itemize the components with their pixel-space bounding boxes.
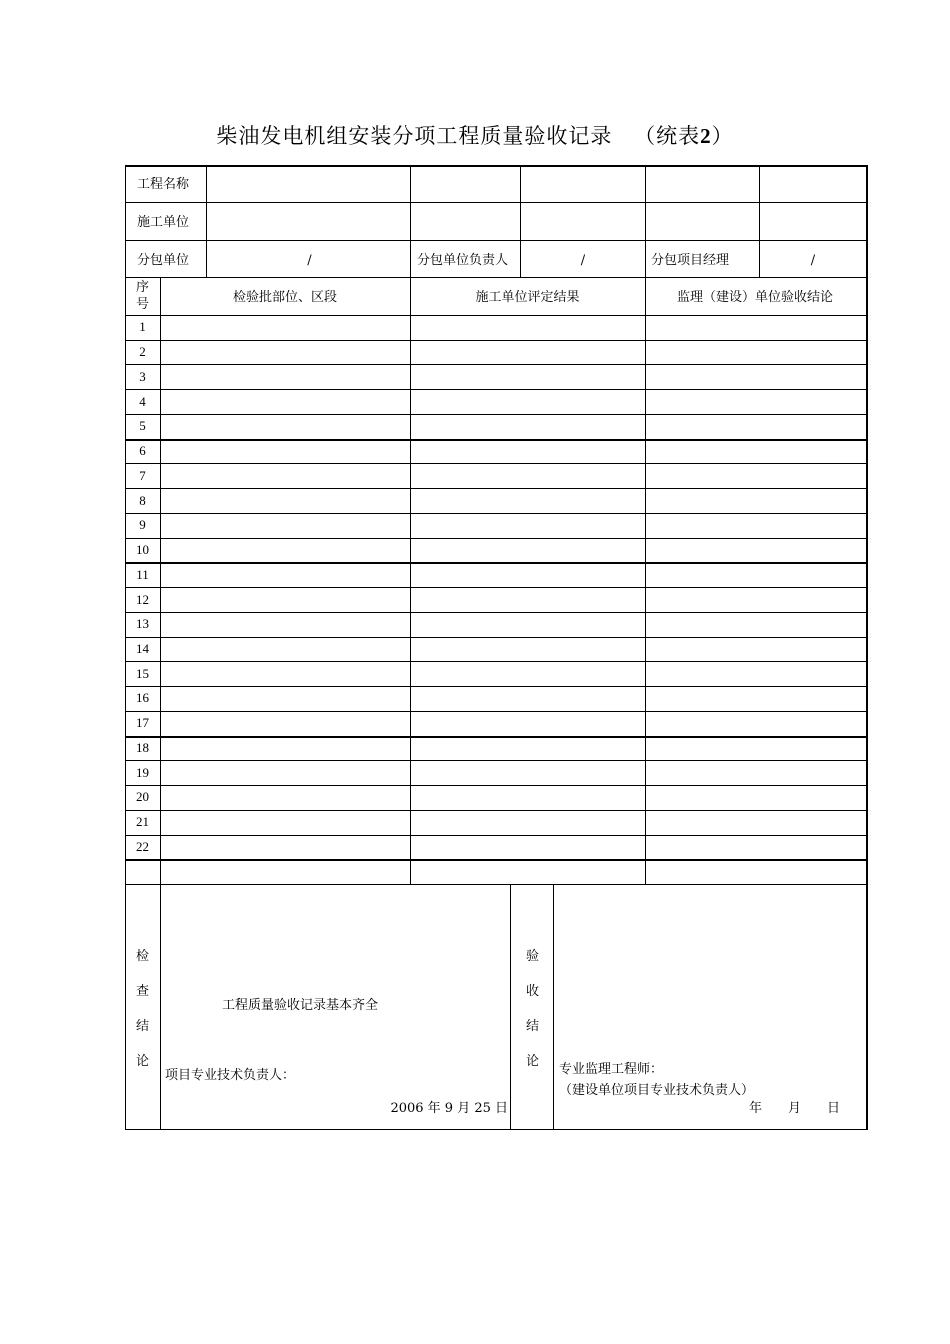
table-rule [125, 202, 868, 203]
row-number: 5 [139, 418, 146, 433]
contractor-result-header: 施工单位评定结果 [475, 290, 580, 305]
table-rule [125, 612, 868, 613]
table-rule [125, 463, 868, 464]
row-number: 17 [136, 715, 149, 730]
row-number: 14 [136, 641, 149, 656]
check-conclusion-text: 工程质量验收记录基本齐全 [222, 998, 379, 1013]
table-rule [125, 587, 868, 588]
table-rule [125, 637, 868, 638]
row-number: 13 [136, 616, 149, 631]
table-rule [125, 661, 868, 662]
row-number: 16 [136, 690, 149, 705]
part-header: 检验批部位、区段 [232, 290, 337, 305]
table-rule [125, 389, 868, 390]
table-rule [206, 165, 207, 277]
table-rule [125, 562, 868, 564]
subcontract-manager-value: / [810, 253, 816, 268]
table-rule [866, 165, 868, 1130]
vertical-label-char: 论 [135, 1054, 149, 1069]
row-number: 2 [139, 344, 146, 359]
construction-unit-label: 施工单位 [137, 215, 190, 230]
row-number: 7 [139, 468, 146, 483]
acceptance-form-table [125, 165, 868, 1130]
table-rule [125, 513, 868, 514]
row-number: 18 [136, 740, 149, 755]
row-number: 3 [139, 369, 146, 384]
vertical-label-char: 结 [135, 1019, 149, 1034]
row-number: 21 [136, 814, 149, 829]
table-rule [125, 165, 868, 167]
page-title: 柴油发电机组安装分项工程质量验收记录 （统表2） [216, 124, 734, 148]
table-rule [125, 277, 868, 278]
table-rule [410, 165, 411, 277]
table-rule [410, 277, 411, 884]
row-number: 8 [139, 493, 146, 508]
row-number: 6 [139, 443, 146, 458]
subcontract-leader-label: 分包单位负责人 [417, 253, 509, 268]
seq-header-bottom: 号 [135, 297, 149, 312]
table-rule [125, 240, 868, 241]
table-rule [125, 364, 868, 365]
table-rule [160, 277, 161, 1130]
table-rule [510, 884, 511, 1130]
table-rule [125, 810, 868, 811]
project-name-label: 工程名称 [137, 177, 190, 192]
subcontract-unit-label: 分包单位 [137, 253, 190, 268]
acceptance-date: 年 月 日 [748, 1101, 840, 1116]
row-number: 9 [139, 517, 146, 532]
vertical-label-char: 论 [525, 1054, 539, 1069]
tech-leader-label: 项目专业技术负责人： [165, 1068, 296, 1083]
seq-header-top: 序 [135, 280, 149, 295]
table-rule [125, 488, 868, 489]
row-number: 15 [136, 666, 149, 681]
supervisor-engineer-label: 专业监理工程师： [559, 1062, 664, 1077]
subcontract-unit-value: / [307, 253, 312, 268]
table-rule [125, 414, 868, 415]
table-rule [125, 736, 868, 738]
table-rule [125, 760, 868, 761]
vertical-label-char: 查 [135, 984, 149, 999]
subcontract-leader-value: / [580, 253, 586, 268]
vertical-label-char: 结 [525, 1019, 539, 1034]
vertical-label-char: 验 [525, 949, 539, 964]
table-rule [125, 785, 868, 786]
row-number: 1 [139, 319, 146, 334]
table-rule [553, 884, 554, 1130]
table-rule [125, 835, 868, 836]
supervisor-result-header: 监理（建设）单位验收结论 [676, 290, 833, 305]
table-rule [125, 686, 868, 687]
table-rule [645, 277, 646, 884]
table-rule [125, 859, 868, 861]
subcontract-manager-label: 分包项目经理 [651, 253, 730, 268]
table-rule [125, 165, 126, 1130]
table-rule [125, 884, 868, 885]
vertical-label-char: 收 [525, 984, 539, 999]
vertical-label-char: 检 [135, 949, 149, 964]
table-rule [645, 165, 646, 277]
row-number: 4 [139, 394, 146, 409]
table-rule [125, 340, 868, 341]
row-number: 11 [136, 567, 149, 582]
table-rule [125, 1129, 868, 1130]
table-rule [125, 711, 868, 712]
row-number: 22 [136, 839, 149, 854]
table-rule [125, 538, 868, 539]
table-rule [520, 165, 521, 277]
row-number: 10 [136, 542, 149, 557]
table-rule [125, 315, 868, 316]
row-number: 12 [136, 592, 149, 607]
table-rule [759, 165, 760, 277]
row-number: 19 [136, 765, 149, 780]
owner-tech-leader-label: （建设单位项目专业技术负责人） [559, 1083, 755, 1098]
check-date: 2006 年 9 月 25 日 [390, 1101, 508, 1116]
table-rule [125, 439, 868, 441]
row-number: 20 [136, 789, 149, 804]
